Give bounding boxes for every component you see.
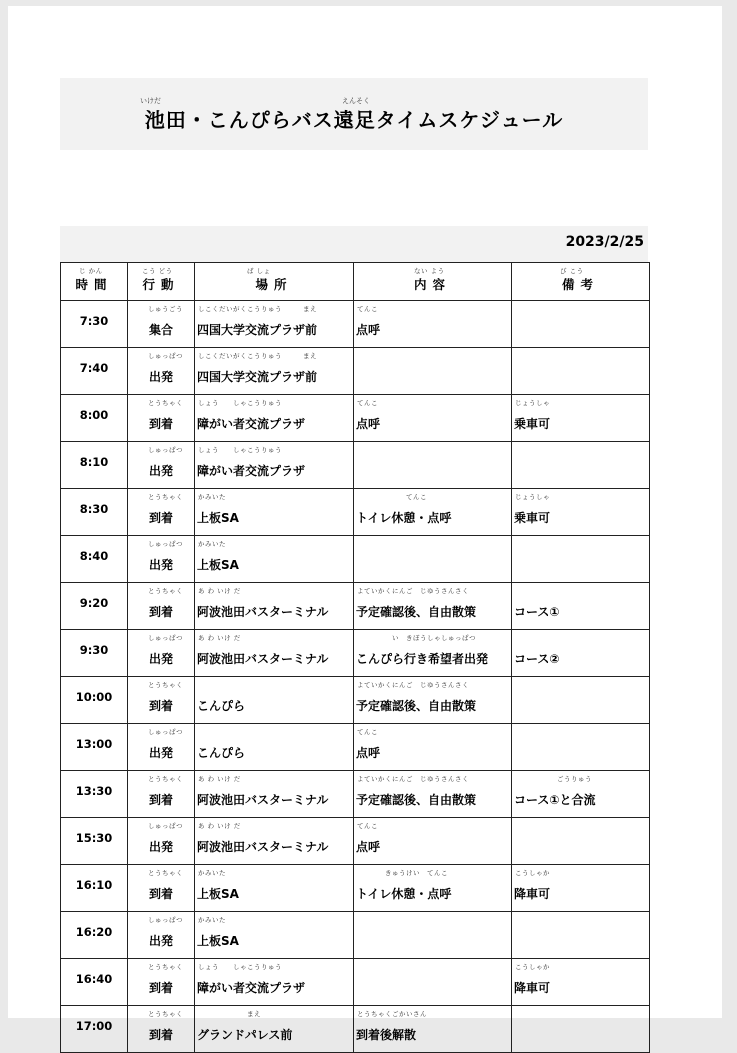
action-ruby: とうちゃく <box>148 399 183 407</box>
action-text: 出発 <box>148 745 173 760</box>
note-text: 乗車可 <box>514 510 551 525</box>
cell-time <box>61 630 128 677</box>
action-ruby: しゅっぱつ <box>148 916 183 924</box>
table-row <box>61 1006 650 1053</box>
table-row <box>61 912 650 959</box>
cell-place <box>195 442 354 489</box>
note-text: コース① <box>514 604 560 619</box>
cell-notes <box>512 912 650 959</box>
content-text: 到着後解散 <box>356 1027 417 1042</box>
cell-notes <box>512 536 650 583</box>
header-content-label: 内容 <box>413 276 451 292</box>
cell-action <box>128 442 195 489</box>
place-text: 阿波池田バスターミナル <box>197 604 329 619</box>
table-row <box>61 818 650 865</box>
cell-notes <box>512 348 650 395</box>
content-text: 点呼 <box>356 416 381 431</box>
cell-time <box>61 771 128 818</box>
action-ruby: とうちゃく <box>148 493 183 501</box>
action-ruby: とうちゃく <box>148 963 183 971</box>
action-text: 出発 <box>148 557 173 572</box>
place-ruby: あ わ いけ だ <box>198 587 241 595</box>
cell-notes <box>512 818 650 865</box>
cell-action <box>128 301 195 348</box>
action-text: 出発 <box>148 369 173 384</box>
action-ruby: しゅっぱつ <box>148 728 183 736</box>
cell-place <box>195 959 354 1006</box>
content-ruby: てんこ <box>357 493 427 501</box>
place-text: 障がい者交流プラザ <box>197 980 306 995</box>
cell-notes <box>512 442 650 489</box>
action-text: 到着 <box>148 698 173 713</box>
cell-action <box>128 677 195 724</box>
cell-action <box>128 536 195 583</box>
time-text: 13:30 <box>75 784 113 798</box>
place-ruby: しこくだいがくこうりゅう まえ <box>198 305 317 313</box>
cell-content <box>354 583 512 630</box>
cell-content <box>354 912 512 959</box>
cell-time <box>61 959 128 1006</box>
table-row <box>61 677 650 724</box>
place-text: 障がい者交流プラザ <box>197 416 306 431</box>
action-ruby: とうちゃく <box>148 587 183 595</box>
cell-notes <box>512 630 650 677</box>
schedule-date: 2023/2/25 <box>565 234 644 250</box>
cell-content <box>354 677 512 724</box>
place-ruby: しょう しゃこうりゅう <box>198 963 282 971</box>
cell-place <box>195 865 354 912</box>
note-ruby: じょうしゃ <box>515 493 550 501</box>
cell-content <box>354 959 512 1006</box>
action-text: 到着 <box>148 792 173 807</box>
time-text: 17:00 <box>75 1019 113 1033</box>
time-text: 8:00 <box>79 408 109 422</box>
content-ruby: きゅうけい てんこ <box>357 869 448 877</box>
table-row <box>61 442 650 489</box>
table-row <box>61 630 650 677</box>
place-ruby: かみいた <box>198 493 226 501</box>
header-place <box>195 263 354 301</box>
time-text: 7:30 <box>79 314 109 328</box>
time-text: 8:30 <box>79 502 109 516</box>
cell-content <box>354 630 512 677</box>
cell-action <box>128 818 195 865</box>
cell-place <box>195 583 354 630</box>
note-text: コース② <box>514 651 560 666</box>
header-place-label: 場所 <box>255 276 293 292</box>
action-ruby: とうちゃく <box>148 869 183 877</box>
content-ruby: てんこ <box>357 305 378 313</box>
table-row <box>61 536 650 583</box>
place-text: グランドパレス前 <box>197 1027 293 1042</box>
action-ruby: とうちゃく <box>148 681 183 689</box>
action-ruby: しゅうごう <box>148 305 183 313</box>
place-text: 阿波池田バスターミナル <box>197 839 329 854</box>
action-text: 出発 <box>148 463 173 478</box>
place-text: 上板SA <box>197 510 239 525</box>
content-ruby: よていかくにんご じゆうさんさく <box>357 775 469 783</box>
cell-content <box>354 489 512 536</box>
place-text: 上板SA <box>197 933 239 948</box>
content-text: トイレ休憩・点呼 <box>356 886 452 901</box>
content-ruby: てんこ <box>357 822 378 830</box>
cell-time <box>61 724 128 771</box>
cell-time <box>61 912 128 959</box>
cell-place <box>195 771 354 818</box>
cell-time <box>61 1006 128 1053</box>
header-time-ruby: じ かん <box>79 267 103 275</box>
cell-notes <box>512 959 650 1006</box>
action-ruby: しゅっぱつ <box>148 446 183 454</box>
cell-time <box>61 489 128 536</box>
content-text: 点呼 <box>356 745 381 760</box>
action-text: 出発 <box>148 651 173 666</box>
table-header-row <box>61 263 650 301</box>
cell-action <box>128 912 195 959</box>
time-text: 9:30 <box>79 643 109 657</box>
header-action <box>128 263 195 301</box>
content-text: 点呼 <box>356 322 381 337</box>
content-ruby: い きぼうしゃしゅっぱつ <box>357 634 476 642</box>
time-text: 15:30 <box>75 831 113 845</box>
cell-place <box>195 489 354 536</box>
cell-action <box>128 489 195 536</box>
header-notes-label: 備考 <box>561 276 599 292</box>
place-text: 上板SA <box>197 557 239 572</box>
action-text: 出発 <box>148 839 173 854</box>
cell-content <box>354 818 512 865</box>
cell-place <box>195 395 354 442</box>
cell-content <box>354 1006 512 1053</box>
cell-content <box>354 771 512 818</box>
note-ruby: こうしゃか <box>515 963 550 971</box>
cell-time <box>61 677 128 724</box>
cell-notes <box>512 395 650 442</box>
note-ruby: こうしゃか <box>515 869 550 877</box>
cell-place <box>195 630 354 677</box>
cell-place <box>195 818 354 865</box>
content-text: 予定確認後、自由散策 <box>356 792 477 807</box>
place-ruby: しょう しゃこうりゅう <box>198 446 282 454</box>
action-text: 到着 <box>148 886 173 901</box>
cell-time <box>61 865 128 912</box>
header-place-ruby: ば しょ <box>247 267 271 275</box>
place-ruby: しこくだいがくこうりゅう まえ <box>198 352 317 360</box>
content-ruby: てんこ <box>357 399 378 407</box>
date-bar <box>60 226 648 262</box>
content-ruby: よていかくにんご じゆうさんさく <box>357 681 469 689</box>
cell-content <box>354 348 512 395</box>
place-text: 四国大学交流プラザ前 <box>197 322 318 337</box>
cell-notes <box>512 771 650 818</box>
title-ruby-ensoku: えんそく <box>342 97 370 105</box>
title-banner <box>60 78 648 150</box>
time-text: 7:40 <box>79 361 109 375</box>
action-text: 到着 <box>148 604 173 619</box>
cell-notes <box>512 583 650 630</box>
cell-place <box>195 1006 354 1053</box>
cell-time <box>61 301 128 348</box>
title-ruby-ikeda: いけだ <box>140 97 161 105</box>
cell-action <box>128 630 195 677</box>
content-ruby: てんこ <box>357 728 378 736</box>
cell-action <box>128 771 195 818</box>
place-text: 障がい者交流プラザ <box>197 463 306 478</box>
page-title: 池田・こんぴらバス遠足タイムスケジュール <box>144 107 564 132</box>
place-text: こんぴら <box>197 698 246 713</box>
content-text: 点呼 <box>356 839 381 854</box>
table-row <box>61 959 650 1006</box>
cell-place <box>195 724 354 771</box>
time-text: 16:10 <box>75 878 113 892</box>
time-text: 9:20 <box>79 596 109 610</box>
action-text: 到着 <box>148 416 173 431</box>
cell-action <box>128 583 195 630</box>
cell-time <box>61 395 128 442</box>
content-ruby: よていかくにんご じゆうさんさく <box>357 587 469 595</box>
cell-time <box>61 348 128 395</box>
action-text: 出発 <box>148 933 173 948</box>
note-ruby: じょうしゃ <box>515 399 550 407</box>
action-text: 到着 <box>148 510 173 525</box>
table-row <box>61 865 650 912</box>
cell-notes <box>512 301 650 348</box>
header-action-ruby: こう どう <box>142 267 173 275</box>
action-ruby: とうちゃく <box>148 1010 183 1018</box>
table-row <box>61 395 650 442</box>
place-ruby: かみいた <box>198 540 226 548</box>
header-notes-ruby: び こう <box>560 267 584 275</box>
time-text: 16:40 <box>75 972 113 986</box>
cell-time <box>61 583 128 630</box>
time-text: 10:00 <box>75 690 113 704</box>
action-text: 到着 <box>148 1027 173 1042</box>
note-text: 降車可 <box>514 886 551 901</box>
content-text: 予定確認後、自由散策 <box>356 604 477 619</box>
action-text: 集合 <box>148 322 173 337</box>
cell-notes <box>512 724 650 771</box>
place-ruby: あ わ いけ だ <box>198 634 241 642</box>
note-text: 降車可 <box>514 980 551 995</box>
cell-notes <box>512 489 650 536</box>
place-text: 四国大学交流プラザ前 <box>197 369 318 384</box>
action-ruby: しゅっぱつ <box>148 352 183 360</box>
cell-action <box>128 959 195 1006</box>
header-notes <box>512 263 650 301</box>
content-text: こんぴら行き希望者出発 <box>356 651 489 666</box>
cell-place <box>195 912 354 959</box>
table-row <box>61 583 650 630</box>
action-ruby: しゅっぱつ <box>148 822 183 830</box>
cell-place <box>195 301 354 348</box>
time-text: 8:10 <box>79 455 109 469</box>
note-ruby: ごうりゅう <box>515 775 592 783</box>
table-row <box>61 724 650 771</box>
cell-content <box>354 442 512 489</box>
content-text: トイレ休憩・点呼 <box>356 510 452 525</box>
cell-notes <box>512 677 650 724</box>
place-ruby: かみいた <box>198 916 226 924</box>
place-text: 阿波池田バスターミナル <box>197 651 329 666</box>
cell-action <box>128 724 195 771</box>
place-ruby: かみいた <box>198 869 226 877</box>
place-ruby: あ わ いけ だ <box>198 822 241 830</box>
time-text: 8:40 <box>79 549 109 563</box>
table-row <box>61 489 650 536</box>
cell-content <box>354 301 512 348</box>
note-text: 乗車可 <box>514 416 551 431</box>
content-text: 予定確認後、自由散策 <box>356 698 477 713</box>
action-ruby: とうちゃく <box>148 775 183 783</box>
cell-time <box>61 442 128 489</box>
schedule-table <box>60 262 650 1053</box>
cell-place <box>195 536 354 583</box>
cell-time <box>61 536 128 583</box>
note-text: コース①と合流 <box>514 792 596 807</box>
action-ruby: しゅっぱつ <box>148 540 183 548</box>
cell-notes <box>512 1006 650 1053</box>
cell-action <box>128 395 195 442</box>
place-text: こんぴら <box>197 745 246 760</box>
place-text: 上板SA <box>197 886 239 901</box>
place-text: 阿波池田バスターミナル <box>197 792 329 807</box>
cell-place <box>195 348 354 395</box>
header-action-label: 行動 <box>142 276 180 292</box>
table-row <box>61 348 650 395</box>
action-text: 到着 <box>148 980 173 995</box>
header-content <box>354 263 512 301</box>
time-text: 16:20 <box>75 925 113 939</box>
cell-content <box>354 536 512 583</box>
cell-action <box>128 348 195 395</box>
table-row <box>61 771 650 818</box>
cell-content <box>354 724 512 771</box>
content-ruby: とうちゃくごかいさん <box>357 1010 427 1018</box>
cell-action <box>128 865 195 912</box>
cell-content <box>354 395 512 442</box>
place-ruby: まえ <box>198 1010 261 1018</box>
table-row <box>61 301 650 348</box>
cell-notes <box>512 865 650 912</box>
place-ruby: しょう しゃこうりゅう <box>198 399 282 407</box>
header-time <box>61 263 128 301</box>
cell-action <box>128 1006 195 1053</box>
cell-place <box>195 677 354 724</box>
header-time-label: 時間 <box>75 276 113 292</box>
cell-time <box>61 818 128 865</box>
header-content-ruby: ない よう <box>414 267 445 275</box>
cell-content <box>354 865 512 912</box>
place-ruby: あ わ いけ だ <box>198 775 241 783</box>
time-text: 13:00 <box>75 737 113 751</box>
action-ruby: しゅっぱつ <box>148 634 183 642</box>
